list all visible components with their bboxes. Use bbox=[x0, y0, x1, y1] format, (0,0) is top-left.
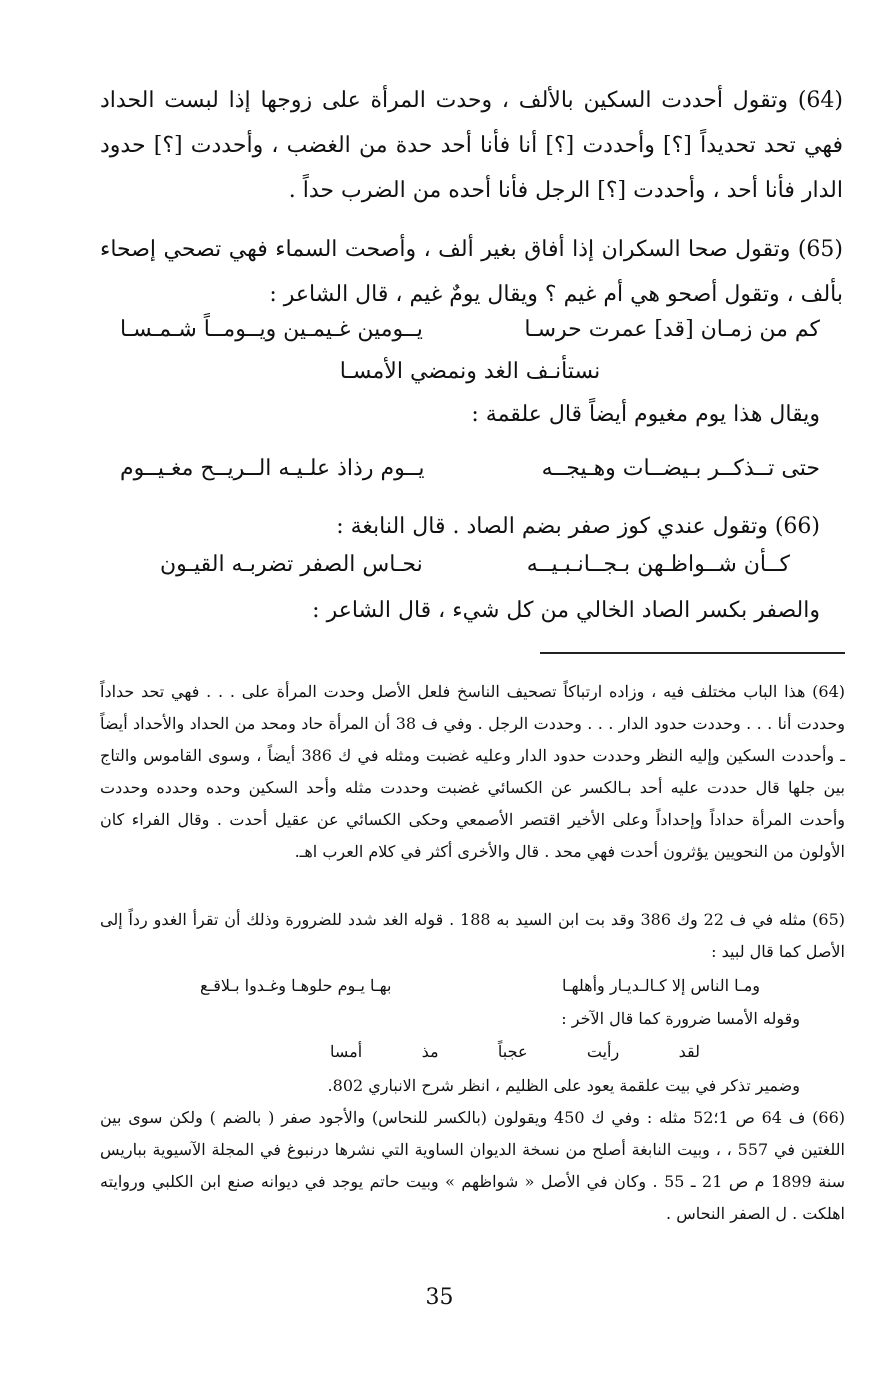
footnote-65: (65) مثله في ف 22 وك 386 وقد بت ابن السيد به 188 . قوله الغد شدد للضرورة وذلك أن تقرأ الغدو رداً إلى الأصل كما قال لبيد : bbox=[100, 910, 845, 961]
footnote-65-b: وقوله الأمسا ضرورة كما قال الآخر : bbox=[561, 1009, 800, 1028]
footnote-65-c: وضمير تذكر في بيت علقمة يعود على الظليم ، انظر شرح الانباري 802. bbox=[327, 1076, 800, 1095]
verse-3-first-hemistich: كــأن شــواظـهن بـجــانـبـيــه bbox=[526, 552, 790, 577]
footnote-65-verse-first-hemistich: ومـا الناس إلا كـالـديـار وأهلهـا bbox=[561, 976, 760, 995]
footnote-65-word: مذ bbox=[421, 1042, 439, 1061]
verse-1-second-hemistich: يــومين غـيمـين ويــومــاً شـمـسـا bbox=[120, 317, 423, 342]
footnote-65-word: أمسا bbox=[330, 1042, 363, 1061]
paragraph-64: (64) وتقول أحددت السكين بالألف ، وحدت المرأة على زوجها إذا لبست الحداد فهي تحد تحديداً [؟] وأحددت [؟] أنا فأنا أحد حدة من الغضب ، وأحددت [؟] حدود الدار فأنا أحد ، وأحددت [؟] الرجل فأنا أحده من الضرب حداً . bbox=[100, 88, 843, 203]
footnote-66: (66) ف 64 ص 1؛52 مثله : وفي ك 450 ويقولون (بالكسر للنحاس) والأجود صفر ( بالضم ) ولكن سوى بين اللغتين في 557 ، ، وبيت النابغة أصلح من نسخة الديوان الساوية التي نشرها درنبوغ في المجلة الآسيوية بباريس سنة 1899 م ص 21 ـ 55 . وكان في الأصل « شواظهم » وبيت حاتم يوجد في ديوانه صنع ابن الكلبي وروايته اهلكت . ل الصفر النحاس . bbox=[100, 1108, 846, 1223]
verse-1-continuation: نستأنـف الغد ونمضي الأمسـا bbox=[339, 359, 601, 384]
footnote-65-verse bbox=[200, 970, 760, 1002]
footnote-65-verse-second-hemistich: بهـا يـوم حلوهـا وغـدوا بـلاقـع bbox=[200, 976, 392, 995]
page-number: 35 bbox=[425, 1285, 454, 1310]
paragraph-66: (66) وتقول عندي كوز صفر بضم الصاد . قال النابغة : bbox=[336, 514, 820, 539]
footnote-65-words bbox=[330, 1036, 700, 1068]
verse-1-first-hemistich: كم من زمـان [قد] عمرت حرسـا bbox=[524, 317, 820, 342]
alqama-intro: ويقال هذا يوم مغيوم أيضاً قال علقمة : bbox=[471, 402, 820, 427]
verse-2 bbox=[120, 447, 820, 491]
verse-2-second-hemistich: يــوم رذاذ علـيـه الــريــح مغـيــوم bbox=[120, 456, 425, 481]
footnote-64: (64) هذا الباب مختلف فيه ، وزاده ارتباكاً تصحيف الناسخ فلعل الأصل وحدت المرأة على . . . فهي تحد حداداً وحددت أنا . . . وحددت حدود الدار . . . وحددت الرجل . وفي ف 38 أن المرأة حاد ومحد من الحداد والأحداد أيضاً ـ وأحددت السكين وإليه النظر وحددت حدود الدار وعليه غضبت ومثله في ك 386 أيضاً ، وسوى القاموس والتاج بين جلها قال حددت عليه أحد بـالكسر عن الكسائي غضبت وحددت مثله وأحد السكين وحده وحدده وحددت وأحدت المرأة حداداً وإحداداً وعلى الأخير اقتصر الأصمعي وحكى الكسائي عن عقيل أحدت . وقال الفراء كان الأولون من النحويين يؤثرون أحدت فهي محد . قال والأخرى أكثر في كلام العرب اهـ. bbox=[100, 682, 845, 861]
verse-2-first-hemistich: حتى تــذكــر بـيضــات وهـيجــه bbox=[541, 456, 820, 481]
verse-1 bbox=[120, 308, 820, 352]
verse-3-second-hemistich: نحـاس الصفر تضربـه القيـون bbox=[160, 552, 423, 577]
paragraph-66-b: والصفر بكسر الصاد الخالي من كل شيء ، قال الشاعر : bbox=[312, 598, 820, 623]
footnote-divider bbox=[540, 652, 845, 654]
paragraph-65: (65) وتقول صحا السكران إذا أفاق بغير ألف ، وأصحت السماء فهي تصحي إصحاء بألف ، وتقول أصحو هي أم غيم ؟ ويقال يومٌ غيم ، قال الشاعر : bbox=[100, 237, 843, 307]
verse-3 bbox=[160, 543, 790, 587]
footnote-65-word: رأيت bbox=[586, 1042, 620, 1061]
footnote-65-word: لقد bbox=[678, 1042, 700, 1061]
footnote-65-word: عجباً bbox=[497, 1042, 528, 1061]
